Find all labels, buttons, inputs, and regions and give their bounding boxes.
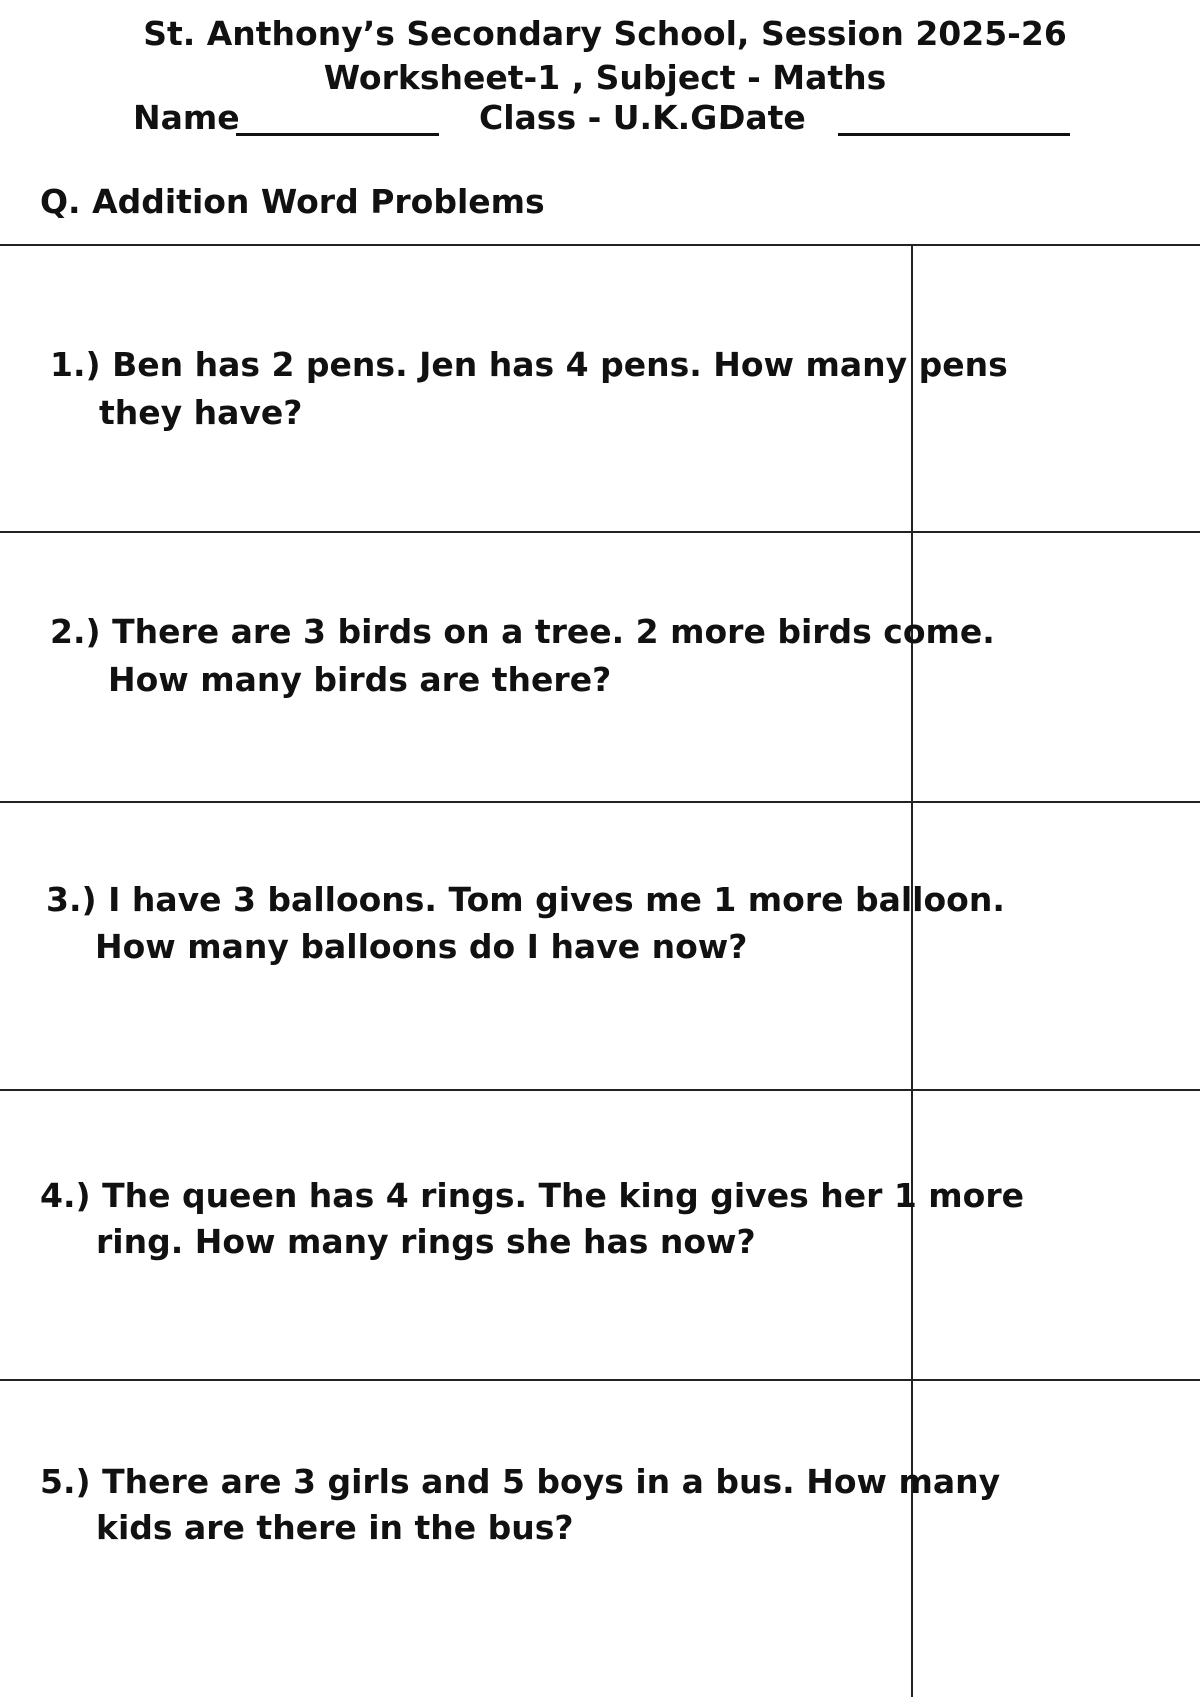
name-label: Name: [133, 98, 240, 137]
row-divider: [0, 1089, 1200, 1091]
problem-5-line-1: 5.) There are 3 girls and 5 boys in a bus. How many: [40, 1462, 1001, 1501]
problem-1-line-1: 1.) Ben has 2 pens. Jen has 4 pens. How many pens: [50, 345, 1008, 384]
worksheet-title: Worksheet-1 , Subject - Maths: [323, 58, 887, 97]
class-label: Class - U.K.G.: [479, 98, 730, 137]
row-divider: [0, 801, 1200, 803]
problem-4-line-1: 4.) The queen has 4 rings. The king gives her 1 more: [40, 1176, 1025, 1215]
problem-3-line-2: How many balloons do I have now?: [95, 927, 748, 966]
date-label: Date: [718, 98, 806, 137]
date-blank-line: [838, 133, 1070, 136]
row-divider: [0, 1379, 1200, 1381]
question-heading: Q. Addition Word Problems: [40, 182, 545, 221]
table-top-rule: [0, 244, 1200, 246]
problem-1-line-2: they have?: [99, 393, 303, 432]
problem-4-line-2: ring. How many rings she has now?: [96, 1222, 756, 1261]
problem-2-line-1: 2.) There are 3 birds on a tree. 2 more birds come.: [50, 612, 995, 651]
problem-2-line-2: How many birds are there?: [108, 660, 612, 699]
name-blank-line: [236, 133, 439, 136]
problem-3-line-1: 3.) I have 3 balloons. Tom gives me 1 more balloon.: [46, 880, 1005, 919]
school-title: St. Anthony’s Secondary School, Session 2025-26: [143, 14, 1067, 53]
row-divider: [0, 531, 1200, 533]
problem-5-line-2: kids are there in the bus?: [96, 1508, 574, 1547]
